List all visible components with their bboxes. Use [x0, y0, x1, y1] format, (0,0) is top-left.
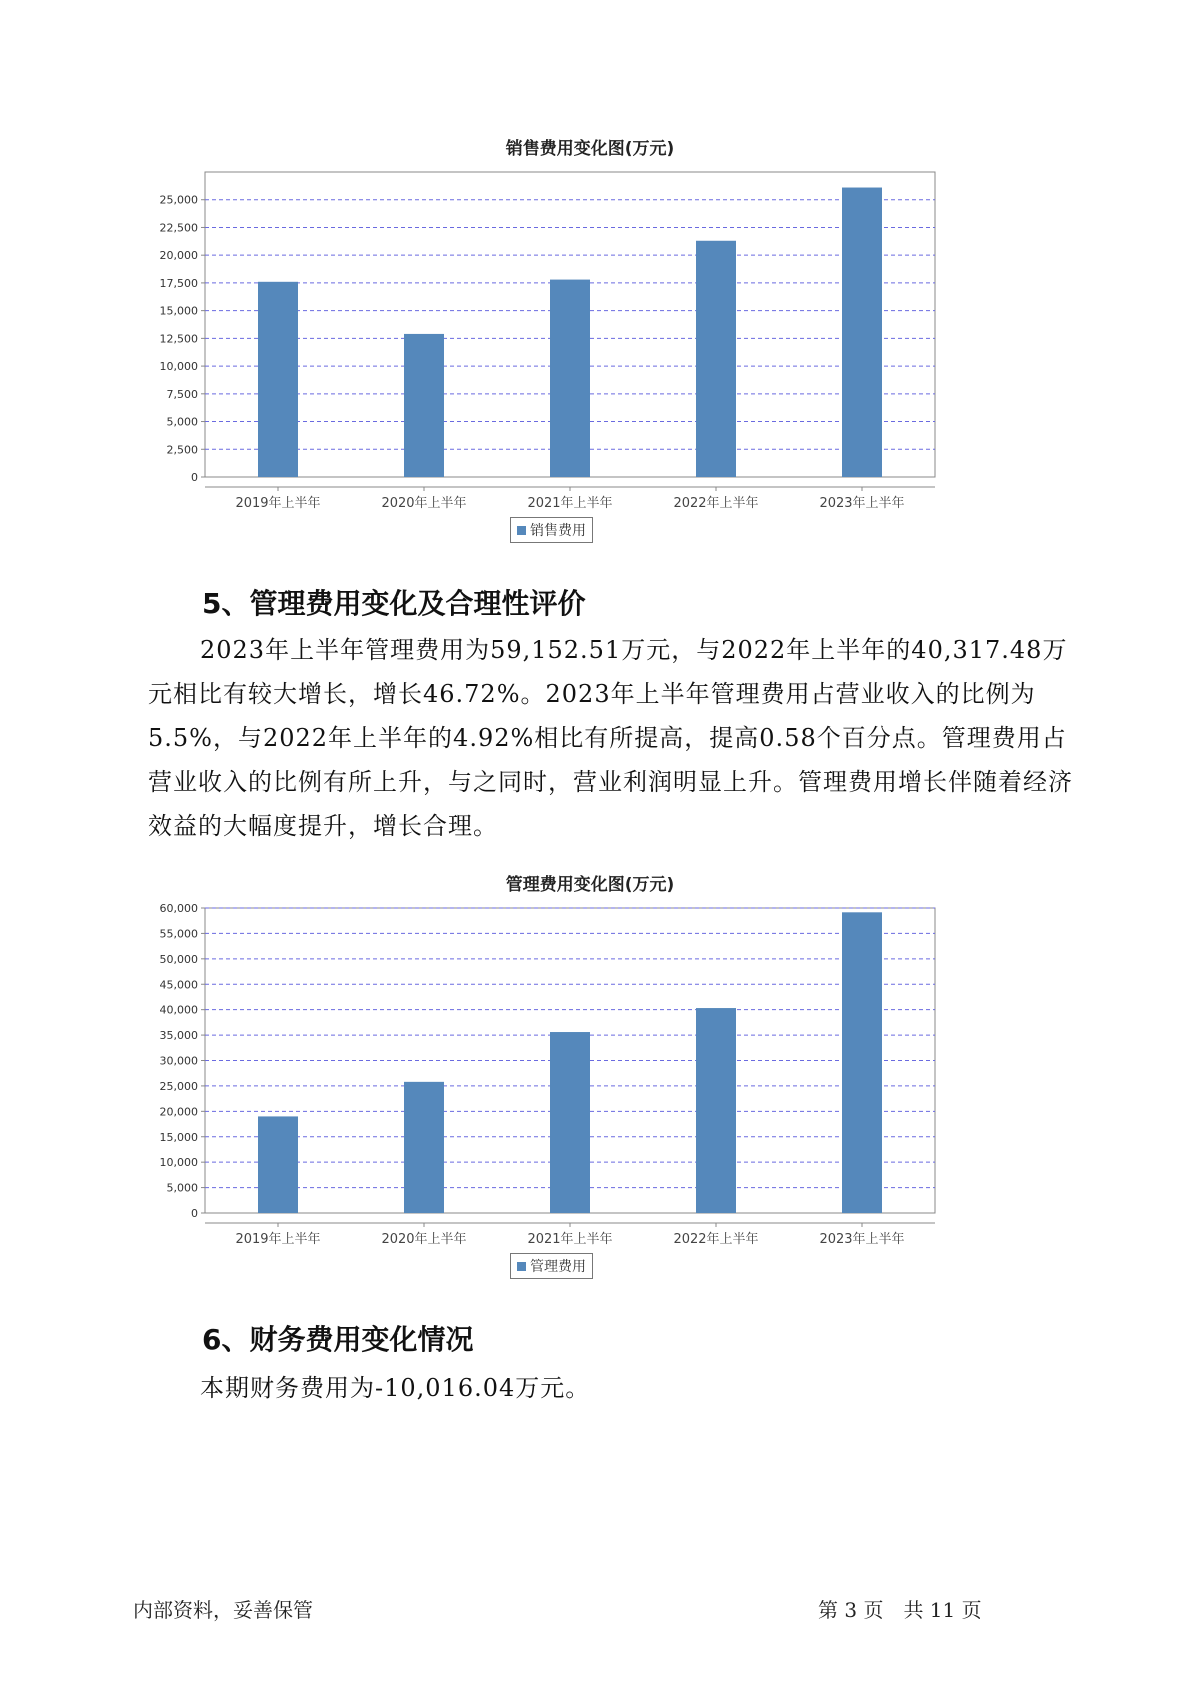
footer-page-number: 第 3 页 共 11 页 [818, 1598, 982, 1622]
y-tick-label: 30,000 [159, 1054, 198, 1068]
y-tick-label: 60,000 [159, 902, 198, 915]
y-tick-label: 7,500 [166, 387, 198, 401]
x-tick-label: 2023年上半年 [819, 496, 905, 511]
legend-label: 管理费用 [530, 1259, 586, 1275]
sales-expense-chart [150, 130, 1030, 550]
y-tick-label: 22,500 [159, 221, 198, 235]
chart-legend [510, 517, 593, 543]
legend-swatch [517, 1262, 526, 1271]
x-tick-label: 2022年上半年 [673, 1232, 759, 1247]
y-tick-label: 45,000 [159, 978, 198, 992]
legend-label: 销售费用 [530, 523, 586, 539]
y-tick-label: 15,000 [159, 304, 198, 318]
y-tick-label: 15,000 [159, 1130, 198, 1144]
y-tick-label: 20,000 [159, 1105, 198, 1119]
section-heading: 6、财务费用变化情况 [202, 1323, 474, 1356]
y-tick-label: 0 [191, 471, 198, 484]
admin-expense-chart [150, 866, 1030, 1296]
sales-expense-chart-svg [150, 130, 1030, 550]
y-tick-label: 5,000 [166, 1181, 198, 1195]
bar [696, 1008, 736, 1213]
chart-title: 管理费用变化图(万元) [505, 875, 675, 895]
y-tick-label: 5,000 [166, 415, 198, 429]
bar [404, 1082, 444, 1213]
y-tick-label: 50,000 [159, 952, 198, 966]
x-tick-label: 2021年上半年 [527, 496, 613, 511]
footer-left: 内部资料，妥善保管 [133, 1598, 313, 1622]
bar [842, 188, 882, 477]
x-tick-label: 2023年上半年 [819, 1232, 905, 1247]
y-tick-label: 0 [191, 1207, 198, 1220]
y-tick-label: 12,500 [159, 332, 198, 346]
section-paragraph: 本期财务费用为-10,016.04万元。 [200, 1374, 591, 1402]
chart-title: 销售费用变化图(万元) [505, 139, 675, 159]
bar [258, 282, 298, 477]
y-tick-label: 35,000 [159, 1029, 198, 1043]
y-tick-label: 10,000 [159, 360, 198, 374]
y-tick-label: 25,000 [159, 1079, 198, 1093]
bar [258, 1116, 298, 1213]
x-tick-label: 2019年上半年 [235, 1232, 321, 1247]
x-tick-label: 2020年上半年 [381, 496, 467, 511]
bar [842, 912, 882, 1213]
x-tick-label: 2022年上半年 [673, 496, 759, 511]
y-tick-label: 10,000 [159, 1156, 198, 1170]
bar [550, 1032, 590, 1213]
x-tick-label: 2021年上半年 [527, 1232, 613, 1247]
bar [404, 334, 444, 477]
y-tick-label: 40,000 [159, 1003, 198, 1017]
section-paragraph: 2023年上半年管理费用为59,152.51万元，与2022年上半年的40,317.48万元相比有较大增长，增长46.72%。2023年上半年管理费用占营业收入的比例为5.5%，与2022年上半年的4.92%相比有所提高，提高0.58个百分点。管理费用占营业收入的比例有所上升，与之同时，营业利润明显上升。管理费用增长伴随着经济效益的大幅度提升，增长合理。 [148, 636, 1073, 840]
admin-expense-chart-svg [150, 866, 1030, 1296]
y-tick-label: 2,500 [166, 443, 198, 457]
legend-swatch [517, 526, 526, 535]
y-tick-label: 17,500 [159, 276, 198, 290]
bar [550, 280, 590, 477]
section-heading: 5、管理费用变化及合理性评价 [202, 587, 586, 620]
x-tick-label: 2019年上半年 [235, 496, 321, 511]
y-tick-label: 20,000 [159, 249, 198, 263]
y-tick-label: 25,000 [159, 193, 198, 207]
y-tick-label: 55,000 [159, 927, 198, 941]
chart-legend [510, 1253, 593, 1279]
x-tick-label: 2020年上半年 [381, 1232, 467, 1247]
bar [696, 241, 736, 477]
